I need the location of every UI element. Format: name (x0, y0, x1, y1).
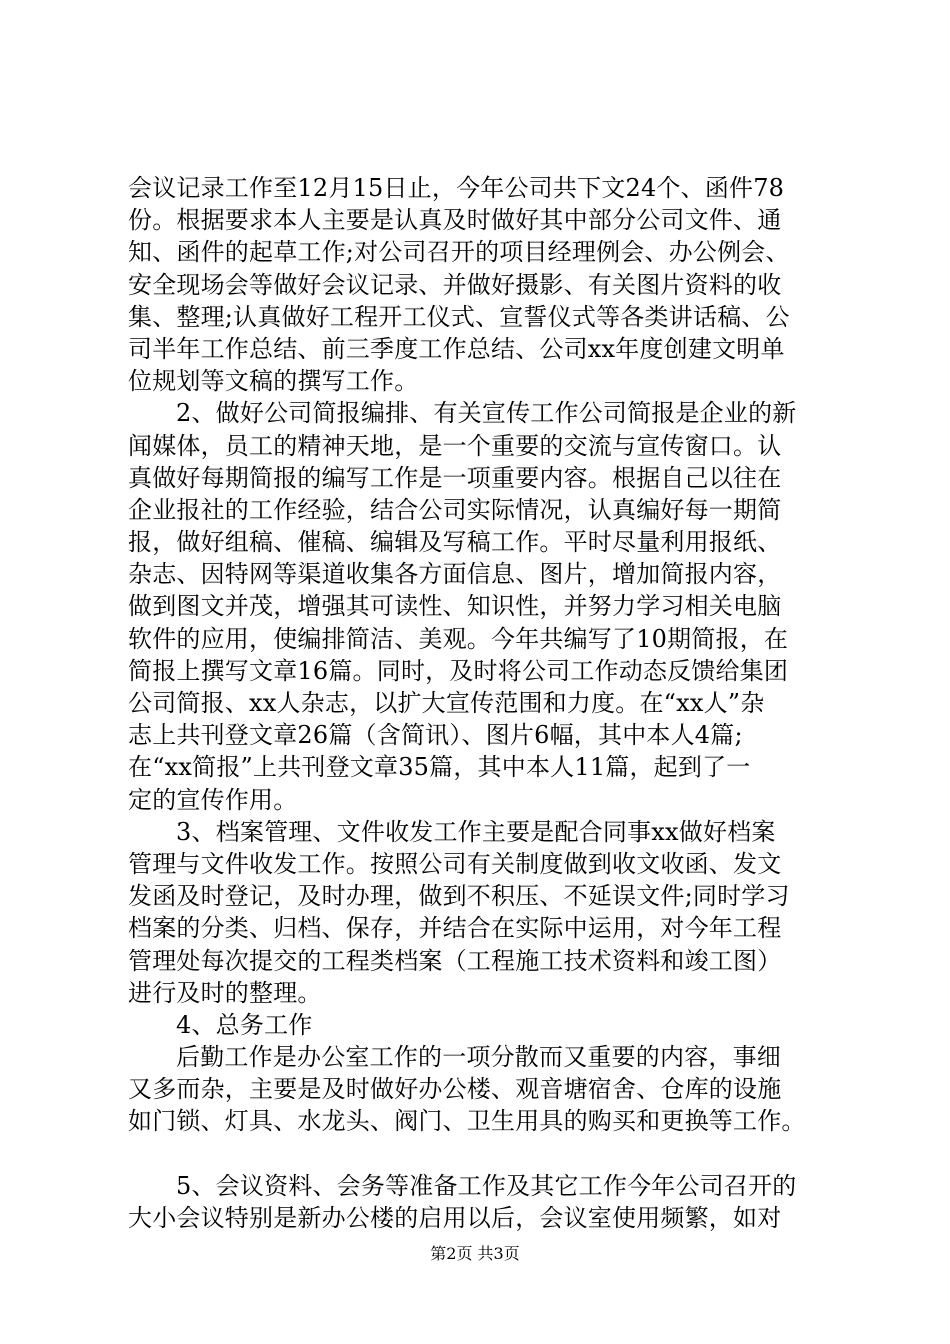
text-line: 定的宣传作用。 (128, 785, 298, 814)
text-line: 杂志、因特网等渠道收集各方面信息、图片，增加简报内容， (128, 560, 782, 589)
text-line: 软件的应用，使编排简洁、美观。今年共编写了10期简报，在 (128, 624, 789, 653)
text-line: 位规划等文稿的撰写工作。 (128, 367, 419, 396)
text-line: 知、函件的起草工作;对公司召开的项目经理例会、办公例会、 (128, 238, 790, 267)
text-line: 5、会议资料、会务等准备工作及其它工作今年公司召开的 (176, 1171, 797, 1200)
text-line: 2、做好公司简报编排、有关宣传工作公司简报是企业的新 (176, 399, 797, 428)
text-line: 司半年工作总结、前三季度工作总结、公司xx年度创建文明单 (128, 334, 785, 363)
text-line: 发函及时登记，及时办理，做到不积压、不延误文件;同时学习 (128, 882, 790, 911)
text-line: 如门锁、灯具、水龙头、阀门、卫生用具的购买和更换等工作。 (128, 1107, 806, 1136)
text-line: 管理与文件收发工作。按照公司有关制度做到收文收函、发文 (128, 849, 782, 878)
text-line: 做到图文并茂，增强其可读性、知识性，并努力学习相关电脑 (128, 592, 782, 621)
text-line: 在“xx简报”上共刊登文章35篇，其中本人11篇，起到了一 (128, 753, 751, 782)
text-line: 档案的分类、归档、保存，并结合在实际中运用，对今年工程 (128, 914, 782, 943)
text-line: 志上共刊登文章26篇（含简讯）、图片6幅，其中本人4篇; (128, 721, 743, 750)
text-line: 会议记录工作至12月15日止，今年公司共下文24个、函件78 (128, 174, 785, 202)
text-line: 集、整理;认真做好工程开工仪式、宣誓仪式等各类讲话稿、公 (128, 302, 790, 331)
page-footer: 第2页 共3页 (430, 1244, 520, 1263)
text-line: 3、档案管理、文件收发工作主要是配合同事xx做好档案 (176, 817, 776, 846)
text-line: 真做好每期简报的编写工作是一项重要内容。根据自己以往在 (128, 463, 782, 492)
text-line: 安全现场会等做好会议记录、并做好摄影、有关图片资料的收 (128, 270, 782, 299)
text-line: 进行及时的整理。 (128, 978, 322, 1007)
document-body (128, 172, 838, 1234)
text-line: 份。根据要求本人主要是认真及时做好其中部分公司文件、通 (128, 206, 782, 235)
blank-line (128, 1138, 838, 1170)
text-line: 后勤工作是办公室工作的一项分散而又重要的内容，事细 (176, 1043, 781, 1072)
text-line: 又多而杂，主要是及时做好办公楼、观音塘宿舍、仓库的设施 (128, 1075, 782, 1104)
text-line: 企业报社的工作经验，结合公司实际情况，认真编好每一期简 (128, 495, 782, 524)
text-line: 公司简报、xx人杂志，以扩大宣传范围和力度。在“xx人”杂 (128, 689, 765, 717)
text-line: 报，做好组稿、催稿、编辑及写稿工作。平时尽量利用报纸、 (128, 528, 782, 557)
text-line: 闻媒体，员工的精神天地，是一个重要的交流与宣传窗口。认 (128, 431, 782, 460)
text-line: 大小会议特别是新办公楼的启用以后，会议室使用频繁，如对 (128, 1204, 782, 1232)
text-line: 简报上撰写文章16篇。同时，及时将公司工作动态反馈给集团 (128, 656, 789, 685)
text-line: 管理处每次提交的工程类档案（工程施工技术资料和竣工图） (128, 946, 782, 975)
text-line: 4、总务工作 (176, 1010, 313, 1039)
